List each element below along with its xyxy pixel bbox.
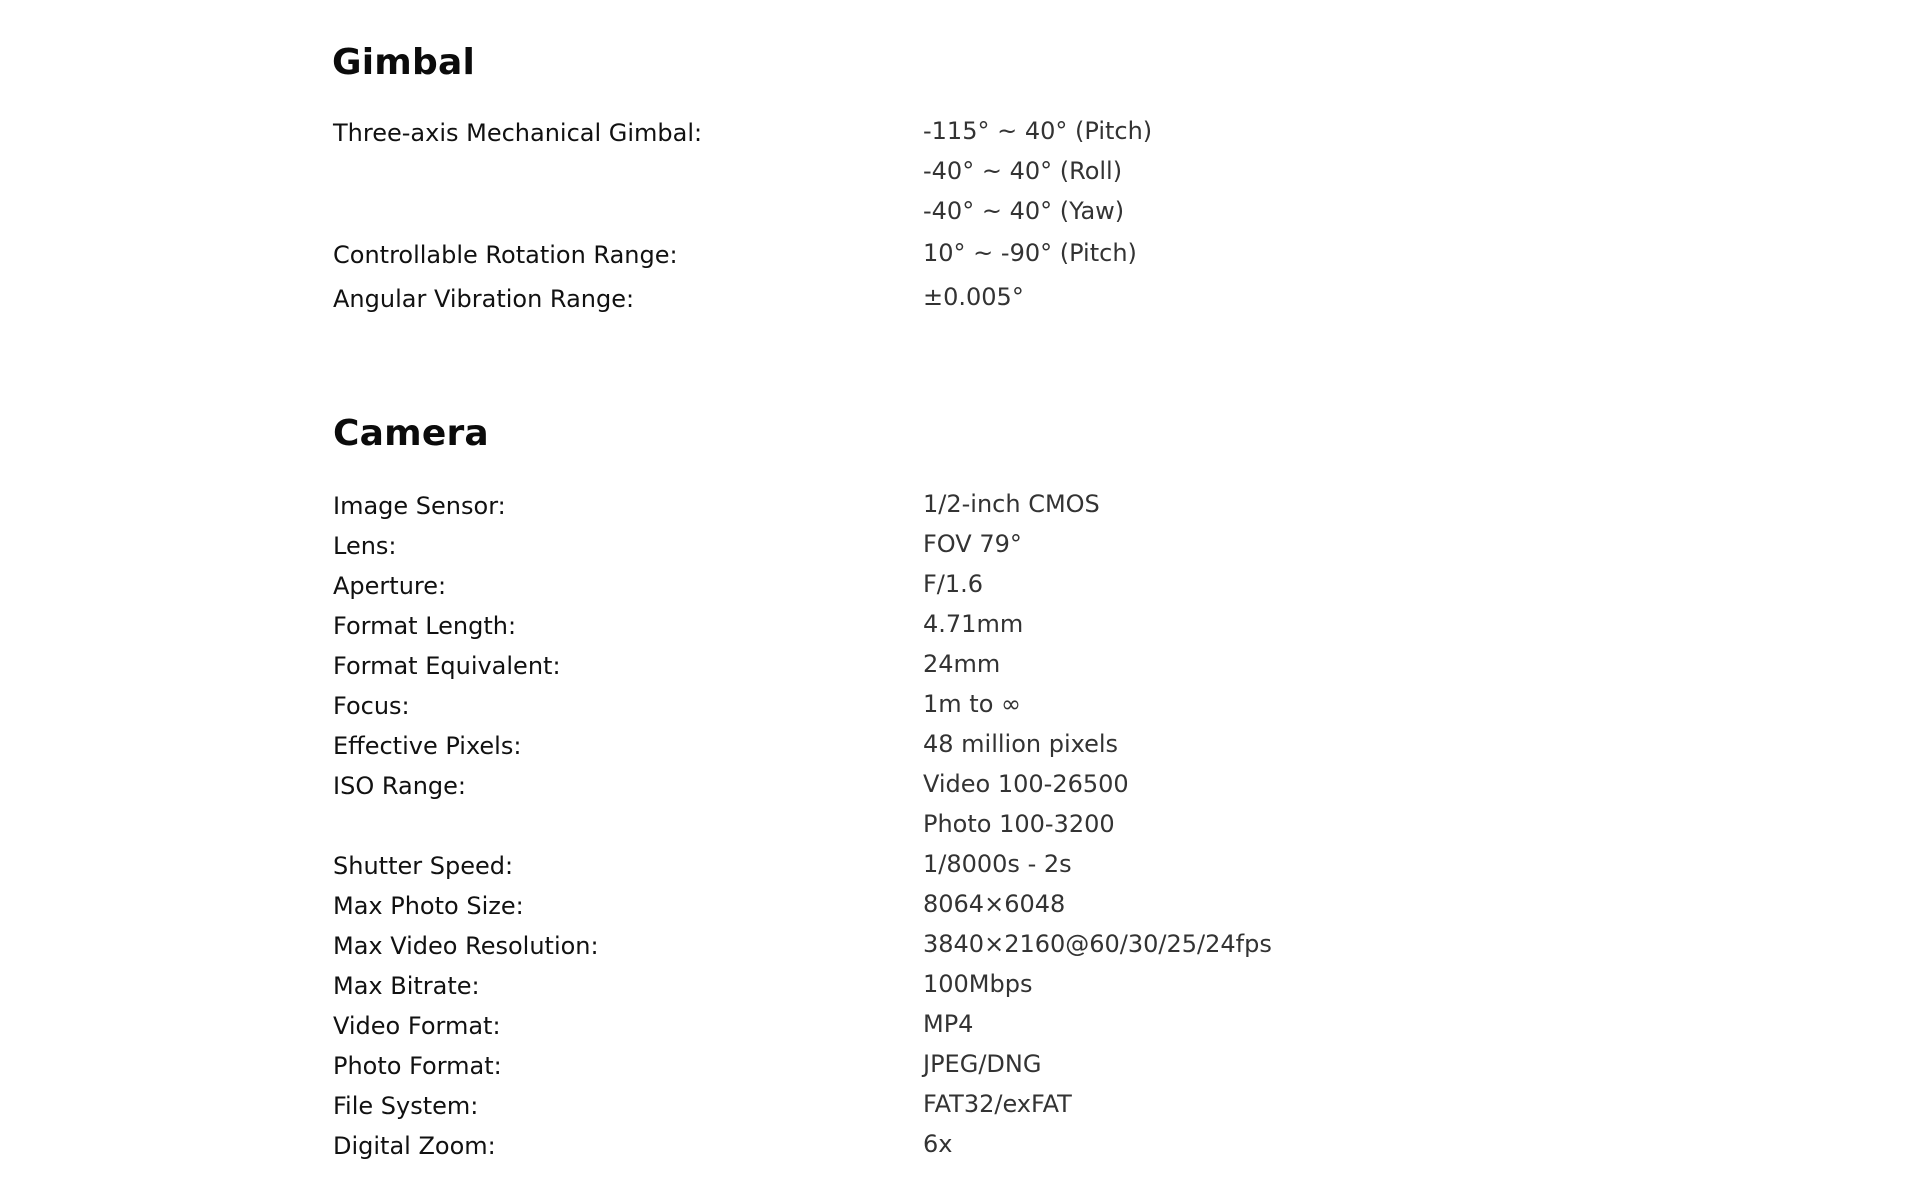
- spec-label: Lens:: [333, 532, 397, 560]
- spec-value: -40° ~ 40° (Yaw): [923, 197, 1125, 225]
- spec-values: [923, 113, 1573, 231]
- spec-values: [923, 1006, 1573, 1044]
- spec-value: 1/2-inch CMOS: [923, 490, 1100, 518]
- spec-row: [333, 113, 1573, 231]
- spec-page: [333, 0, 1573, 1166]
- spec-row: [333, 486, 1573, 526]
- spec-values: [923, 279, 1573, 317]
- spec-values: [923, 1126, 1573, 1164]
- spec-label: Max Photo Size:: [333, 892, 524, 920]
- spec-values: [923, 846, 1573, 884]
- spec-row: [333, 846, 1573, 886]
- spec-label: Max Video Resolution:: [333, 932, 599, 960]
- gimbal-spec-list: [333, 113, 1573, 319]
- spec-label: Max Bitrate:: [333, 972, 480, 1000]
- spec-row: [333, 1126, 1573, 1166]
- spec-values: [923, 566, 1573, 604]
- spec-row: [333, 766, 1573, 844]
- spec-row: [333, 1046, 1573, 1086]
- spec-values: [923, 926, 1573, 964]
- spec-label: File System:: [333, 1092, 479, 1120]
- spec-label: Focus:: [333, 692, 410, 720]
- spec-value: 1/8000s - 2s: [923, 850, 1072, 878]
- spec-values: [923, 235, 1573, 273]
- camera-section: [333, 413, 1573, 1166]
- spec-label: Digital Zoom:: [333, 1132, 496, 1160]
- spec-value: 4.71mm: [923, 610, 1024, 638]
- spec-values: [923, 1046, 1573, 1084]
- spec-value: 48 million pixels: [923, 730, 1119, 758]
- spec-row: [333, 686, 1573, 726]
- spec-value: -115° ~ 40° (Pitch): [923, 117, 1153, 145]
- spec-label: ISO Range:: [333, 772, 466, 800]
- spec-label: Angular Vibration Range:: [333, 285, 635, 313]
- section-title-gimbal: Gimbal: [332, 42, 476, 83]
- spec-label: Shutter Speed:: [333, 852, 514, 880]
- spec-row: [333, 279, 1573, 319]
- spec-label: Video Format:: [333, 1012, 501, 1040]
- spec-row: [333, 926, 1573, 966]
- spec-values: [923, 1086, 1573, 1124]
- spec-value: -40° ~ 40° (Roll): [923, 157, 1123, 185]
- spec-value: 6x: [923, 1130, 953, 1158]
- spec-row: [333, 886, 1573, 926]
- spec-row: [333, 235, 1573, 275]
- spec-label: Aperture:: [333, 572, 447, 600]
- section-title-camera: Camera: [333, 413, 489, 454]
- spec-value: F/1.6: [923, 570, 984, 598]
- gimbal-section: [333, 42, 1573, 319]
- spec-row: [333, 1086, 1573, 1126]
- spec-value: FOV 79°: [923, 530, 1022, 558]
- spec-value: JPEG/DNG: [923, 1050, 1042, 1078]
- spec-label: Format Equivalent:: [333, 652, 561, 680]
- spec-row: [333, 526, 1573, 566]
- spec-values: [923, 966, 1573, 1004]
- spec-label: Photo Format:: [333, 1052, 502, 1080]
- spec-values: [923, 606, 1573, 644]
- spec-value: 24mm: [923, 650, 1001, 678]
- spec-value: FAT32/exFAT: [923, 1090, 1072, 1118]
- spec-values: [923, 886, 1573, 924]
- spec-values: [923, 686, 1573, 724]
- spec-value: 1m to ∞: [923, 690, 1021, 718]
- spec-value: 100Mbps: [923, 970, 1033, 998]
- spec-value: Photo 100-3200: [923, 810, 1115, 838]
- spec-values: [923, 646, 1573, 684]
- spec-value: 10° ~ -90° (Pitch): [923, 239, 1137, 267]
- spec-row: [333, 606, 1573, 646]
- spec-label: Effective Pixels:: [333, 732, 522, 760]
- spec-label: Three-axis Mechanical Gimbal:: [333, 119, 703, 147]
- spec-values: [923, 766, 1573, 844]
- spec-value: MP4: [923, 1010, 974, 1038]
- spec-value: Video 100-26500: [923, 770, 1129, 798]
- spec-values: [923, 486, 1573, 524]
- spec-values: [923, 726, 1573, 764]
- spec-row: [333, 646, 1573, 686]
- spec-value: ±0.005°: [923, 283, 1024, 311]
- spec-value: 8064×6048: [923, 890, 1066, 918]
- camera-spec-list: [333, 486, 1573, 1166]
- spec-label: Format Length:: [333, 612, 517, 640]
- spec-row: [333, 966, 1573, 1006]
- spec-row: [333, 566, 1573, 606]
- spec-values: [923, 526, 1573, 564]
- spec-row: [333, 1006, 1573, 1046]
- spec-label: Controllable Rotation Range:: [333, 241, 678, 269]
- spec-label: Image Sensor:: [333, 492, 506, 520]
- spec-row: [333, 726, 1573, 766]
- spec-value: 3840×2160@60/30/25/24fps: [923, 930, 1272, 958]
